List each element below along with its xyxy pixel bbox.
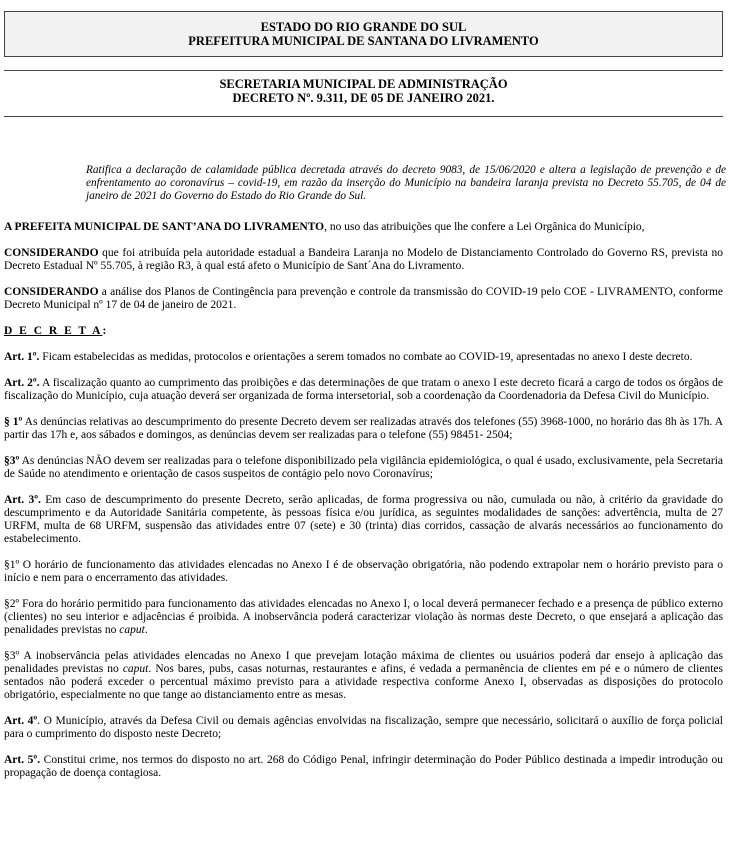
considerando-2	[4, 286, 723, 312]
decreta-label: D E C R E T A	[4, 325, 103, 337]
article-3-paragraph-2	[4, 598, 723, 637]
considerando-2-lead: CONSIDERANDO	[4, 286, 99, 298]
article-3-paragraph-1: §1º O horário de funcionamento das atividades elencadas no Anexo I é de observação obrigatória, não podendo extrapolar nem o horário previsto para o início e nem para o encerramento das atividades.	[4, 559, 723, 584]
article-2	[4, 377, 723, 403]
article-2-paragraph-3	[4, 455, 723, 481]
article-5	[4, 754, 723, 780]
article-3-paragraph-2-end: .	[144, 624, 148, 636]
decreta-heading	[4, 325, 723, 338]
article-3-paragraph-2-text: §2º Fora do horário permitido para funcionamento das atividades elencadas no Anexo I, o local deverá permanecer fechado e a presença de público externo (clientes) no seu interior e adjacências é proibida. A inobservância poderá caracterizar violação às normas deste Decreto, o que ensejará a aplicação das penalidades previstas no	[4, 598, 723, 636]
article-2-paragraph-1-text: As denúncias relativas ao descumprimento do presente Decreto devem ser realizadas através dos telefones (55) 3968-1000, no horário das 8h às 17h. A partir das 17h e, aos sábados e domingos, as denúncias devem ser realizadas para o telefone (55) 98451- 2504;	[4, 416, 723, 441]
article-4-lead: Art. 4º	[4, 715, 38, 727]
considerando-1-text: que foi atribuída pela autoridade estadual a Bandeira Laranja no Modelo de Distanciamento Controlado do Governo RS, prevista no Decreto Estadual Nº 55.705, à região R3, à qual está afeto o Município de Sant´Ana do Livramento.	[4, 247, 723, 272]
article-2-paragraph-3-text: As denúncias NÃO devem ser realizadas para o telefone disponibilizado pela vigilância epidemiológica, o qual é usado, exclusivamente, pela Secretaria de Saúde no atendimento e orientação de casos suspeitos de contágio pelo novo Coronavírus;	[4, 455, 723, 480]
article-5-lead: Art. 5º.	[4, 754, 41, 766]
title-decreto: DECRETO Nº. 9.311, DE 05 DE JANEIRO 2021.	[232, 91, 495, 105]
article-3-paragraph-2-caput: caput	[119, 624, 145, 636]
decree-body	[4, 221, 723, 780]
preamble-lead: A PREFEITA MUNICIPAL DE SANT’ANA DO LIVRAMENTO	[4, 221, 325, 233]
article-2-lead: Art. 2º.	[4, 377, 40, 389]
considerando-2-text: a análise dos Planos de Contingência para prevenção e controle da transmissão do COVID-19 pelo COE - LIVRAMENTO, conforme Decreto Municipal nº 17 de 04 de janeiro de 2021.	[4, 286, 723, 311]
article-3	[4, 494, 723, 546]
article-1-text: Ficam estabelecidas as medidas, protocolos e orientações a serem tomados no combate ao COVID-19, apresentadas no anexo I deste decreto.	[39, 351, 693, 363]
decreta-colon: :	[102, 325, 107, 337]
article-4-text: . O Município, através da Defesa Civil ou demais agências envolvidas na fiscalização, sempre que necessário, solicitará o auxílio de força policial para o cumprimento do disposto neste Decreto;	[4, 715, 723, 740]
article-3-paragraph-3-text: §3º A inobservância pelas atividades elencadas no Anexo I que prevejam lotação máxima de clientes ou usuários poderá dar ensejo à aplicação das penalidades previstas no	[4, 650, 723, 675]
article-3-text: Em caso de descumprimento do presente Decreto, serão aplicadas, de forma progressiva ou não, cumulada ou não, à critério da gravidade do descumprimento e da Autoridade Sanitária competente, às pessoas física e/ou jurídica, as seguintes modalidades de sanções: advertência, multa de 27 URFM, multa de 68 URFM, suspensão das atividades entre 07 (sete) e 30 (trinta) dias corridos, cassação de alvarás necessários ao funcionamento do estabelecimento.	[4, 494, 723, 545]
article-2-text: A fiscalização quanto ao cumprimento das proibições e das determinações de que tratam o anexo I este decreto ficará a cargo de todos os órgãos de fiscalização do Município, cuja atuação deverá ser organizada de forma intersetorial, sob a coordenação da Coordenadoria da Defesa Civil do Município.	[4, 377, 723, 402]
considerando-1	[4, 247, 723, 273]
decree-title	[4, 70, 723, 117]
article-2-paragraph-1	[4, 416, 723, 442]
preamble-text: , no uso das atribuições que lhe confere a Lei Orgânica do Município,	[324, 221, 645, 233]
article-2-paragraph-1-lead: § 1º	[4, 416, 23, 428]
header-prefeitura: PREFEITURA MUNICIPAL DE SANTANA DO LIVRAMENTO	[188, 34, 539, 48]
article-2-paragraph-3-lead: §3º	[4, 455, 20, 467]
title-secretaria: SECRETARIA MUNICIPAL DE ADMINISTRAÇÃO	[219, 77, 508, 91]
article-3-paragraph-3-caput: caput	[122, 663, 149, 675]
article-5-text: Constitui crime, nos termos do disposto no art. 268 do Código Penal, infringir determinação do Poder Público destinada a impedir introdução ou propagação de doença contagiosa.	[4, 754, 723, 779]
decree-summary: Ratifica a declaração de calamidade pública decretada através do decreto 9083, de 15/06/2020 e altera a legislação de prevenção e de enfrentamento ao coronavírus – covid-19, em razão da inserção do Município na bandeira laranja prevista no Decreto 55.705, de 04 de janeiro de 2021 do Governo do Estado do Rio Grande do Sul.	[86, 164, 726, 202]
preamble	[4, 221, 723, 234]
article-3-paragraph-3	[4, 650, 723, 702]
considerando-1-lead: CONSIDERANDO	[4, 247, 99, 259]
article-4	[4, 715, 723, 741]
state-header	[4, 11, 723, 57]
header-state: ESTADO DO RIO GRANDE DO SUL	[260, 20, 467, 34]
article-1	[4, 351, 723, 364]
article-3-lead: Art. 3º.	[4, 494, 41, 506]
article-3-paragraph-3-end: . Nos bares, pubs, casas noturnas, restaurantes e afins, é vedada a permanência de clientes em pé e o número de clientes sentados não poderá exceder o percentual máximo previsto para a atividade respectiva conforme Anexo I, observadas as disposições do protocolo obrigatório, especialmente no que tange ao distanciamento entre as mesas.	[4, 663, 723, 701]
article-1-lead: Art. 1º.	[4, 351, 40, 363]
